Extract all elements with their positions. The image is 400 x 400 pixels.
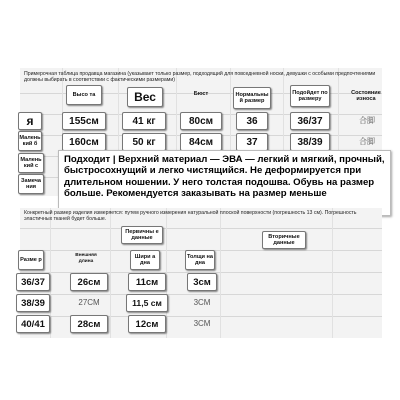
cell-size: 40/41: [16, 315, 50, 333]
cell-bust: 80см: [180, 112, 222, 130]
cell-normal-size: 36: [236, 112, 268, 130]
product-description: Подходит | Верхний материал — ЭВА — легкий и мягкий, прочный, быстросохнущий и легко чистящийся. Не деформируется при длительном ношении. У него толстая подошва. Обувь на размер больше. Рекомендуется заказывать на размер меньше: [58, 150, 391, 216]
measurement-note: Конкретный размер изделия измеряется: путем ручного измерения натуральной плоской поверхности (погрешность 13 см). Погрешность эластичных тканей будет больше.: [24, 210, 357, 222]
cell-width: 11см: [128, 273, 166, 291]
header-wear: Состояние износа: [351, 90, 381, 103]
header-sole-thickness: Толщи на дна: [185, 250, 215, 270]
cell-weight: 50 кг: [122, 133, 166, 151]
cell-normal-size: 37: [236, 133, 268, 151]
row-label-remarks: Замеча ния: [18, 174, 44, 194]
group-secondary-data: Вторичные данные: [262, 231, 306, 249]
cell-length: 26см: [70, 273, 108, 291]
cell-wear: 合脚: [359, 137, 375, 146]
header-outer-length: Внешняя длина: [75, 253, 97, 265]
cell-thickness: 3СМ: [193, 319, 211, 328]
cell-fit-size: 38/39: [290, 133, 330, 151]
cell-length: 27СМ: [78, 298, 100, 307]
cell-height: 155см: [62, 112, 106, 130]
header-height: Высо та: [66, 85, 102, 105]
cell-length: 28см: [70, 315, 108, 333]
header-normal-size: Нормальны й размер: [233, 87, 271, 109]
cell-thickness: 3СМ: [193, 298, 211, 307]
header-sole-width: Шири а дна: [130, 250, 160, 270]
cell-bust: 84см: [180, 133, 222, 151]
cell-width: 11,5 см: [126, 294, 168, 312]
cell-size: 38/39: [16, 294, 50, 312]
header-bust: Бюст: [193, 91, 209, 97]
row-label-small-b: Малень кий б: [18, 131, 42, 151]
cell-wear: 合脚: [359, 116, 375, 125]
header-weight: Вес: [127, 87, 163, 107]
group-primary-data: Первичны е данные: [121, 226, 163, 244]
cell-height: 160см: [62, 133, 106, 151]
row-label-small-s: Малень кий с: [18, 153, 44, 173]
cell-weight: 41 кг: [122, 112, 166, 130]
cell-size: 36/37: [16, 273, 50, 291]
cell-fit-size: 36/37: [290, 112, 330, 130]
size-chart-note: Примерочная таблица продавца магазина (указывает только размер, подходящий для повседневной носки, девушки с особыми предпочтениями должны выбирать в соответствии с фактическими размерами): [24, 71, 376, 83]
cell-thickness: 3см: [187, 273, 217, 291]
header-size: Разме р: [18, 250, 44, 270]
cell-width: 12см: [128, 315, 166, 333]
header-fit-size: Подойдет по размеру: [290, 85, 330, 107]
row-label-me: я: [18, 112, 42, 130]
